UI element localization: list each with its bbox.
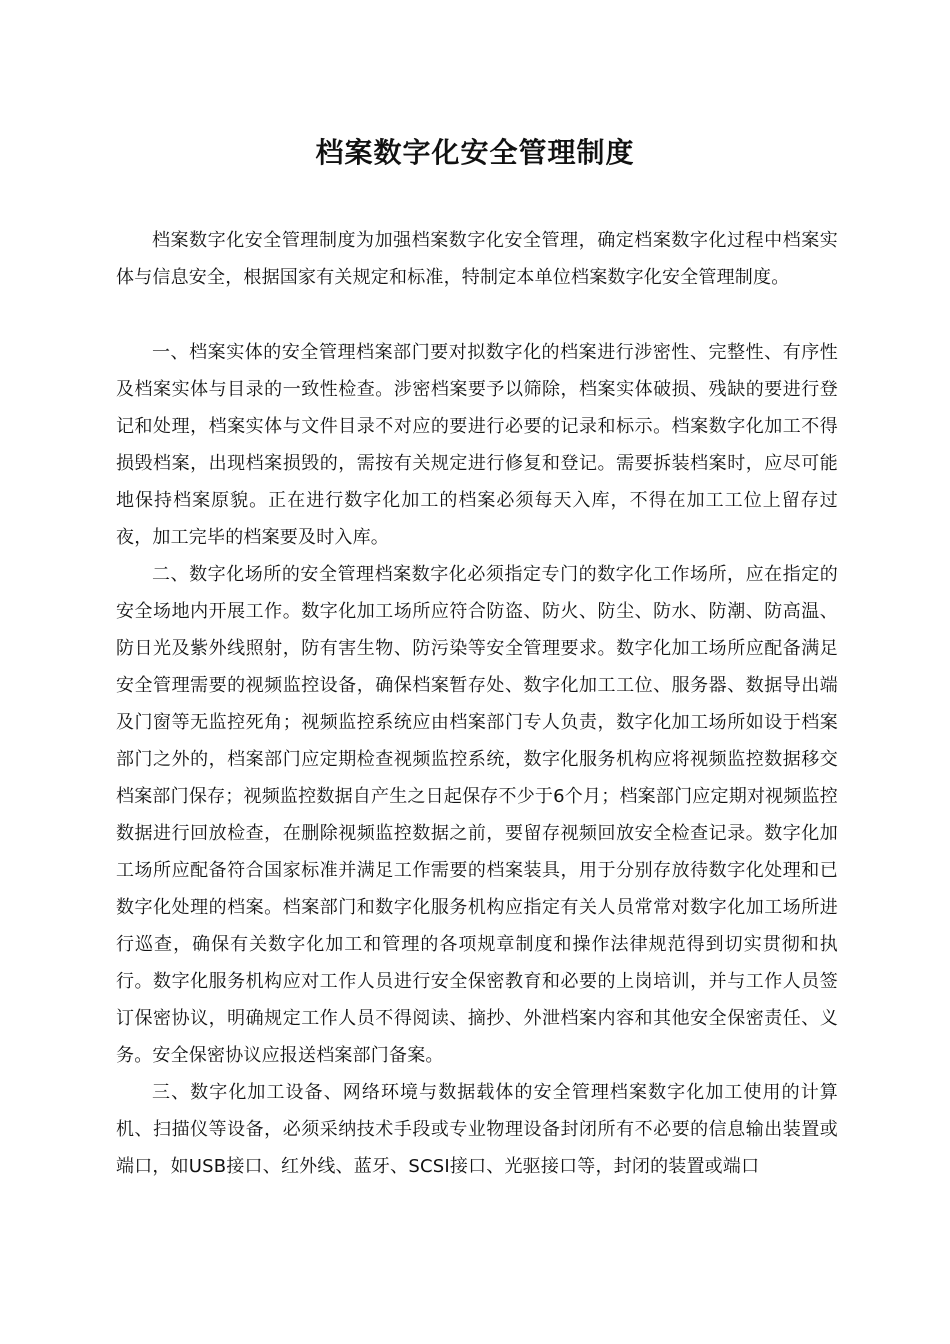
intro-paragraph: 档案数字化安全管理制度为加强档案数字化安全管理，确定档案数字化过程中档案实体与信息安全，根据国家有关规定和标准，特制定本单位档案数字化安全管理制度。 [116,230,838,288]
section-3-paragraph: 三、数字化加工设备、网络环境与数据载体的安全管理档案数字化加工使用的计算机、扫描仪等设备，必须采纳技术手段或专业物理设备封闭所有不必要的信息输出装置或端口，如USB接口、红外线、蓝牙、SCSI接口、光驱接口等，封闭的装置或端口 [116,1082,838,1177]
paragraph-spacer [116,296,838,334]
section-1-paragraph: 一、档案实体的安全管理档案部门要对拟数字化的档案进行涉密性、完整性、有序性及档案实体与目录的一致性检查。涉密档案要予以筛除，档案实体破损、残缺的要进行登记和处理，档案实体与文件目录不对应的要进行必要的记录和标示。档案数字化加工不得损毁档案，出现档案损毁的，需按有关规定进行修复和登记。需要拆装档案时，应尽可能地保持档案原貌。正在进行数字化加工的档案必须每天入库，不得在加工工位上留存过夜，加工完毕的档案要及时入库。 [116,342,838,548]
document-body [116,222,838,1185]
section-2-paragraph: 二、数字化场所的安全管理档案数字化必须指定专门的数字化工作场所，应在指定的安全场地内开展工作。数字化加工场所应符合防盗、防火、防尘、防水、防潮、防高温、防日光及紫外线照射，防有害生物、防污染等安全管理要求。数字化加工场所应配备满足安全管理需要的视频监控设备，确保档案暂存处、数字化加工工位、服务器、数据导出端及门窗等无监控死角；视频监控系统应由档案部门专人负责，数字化加工场所如设于档案部门之外的，档案部门应定期检查视频监控系统，数字化服务机构应将视频监控数据移交档案部门保存；视频监控数据自产生之日起保存不少于6个月；档案部门应定期对视频监控数据进行回放检查，在删除视频监控数据之前，要留存视频回放安全检查记录。数字化加工场所应配备符合国家标准并满足工作需要的档案装具，用于分别存放待数字化处理和已数字化处理的档案。档案部门和数字化服务机构应指定有关人员常常对数字化加工场所进行巡查，确保有关数字化加工和管理的各项规章制度和操作法律规范得到切实贯彻和执行。数字化服务机构应对工作人员进行安全保密教育和必要的上岗培训，并与工作人员签订保密协议，明确规定工作人员不得阅读、摘抄、外泄档案内容和其他安全保密责任、义务。安全保密协议应报送档案部门备案。 [116,564,838,1066]
page-title: 档案数字化安全管理制度 [315,136,635,169]
